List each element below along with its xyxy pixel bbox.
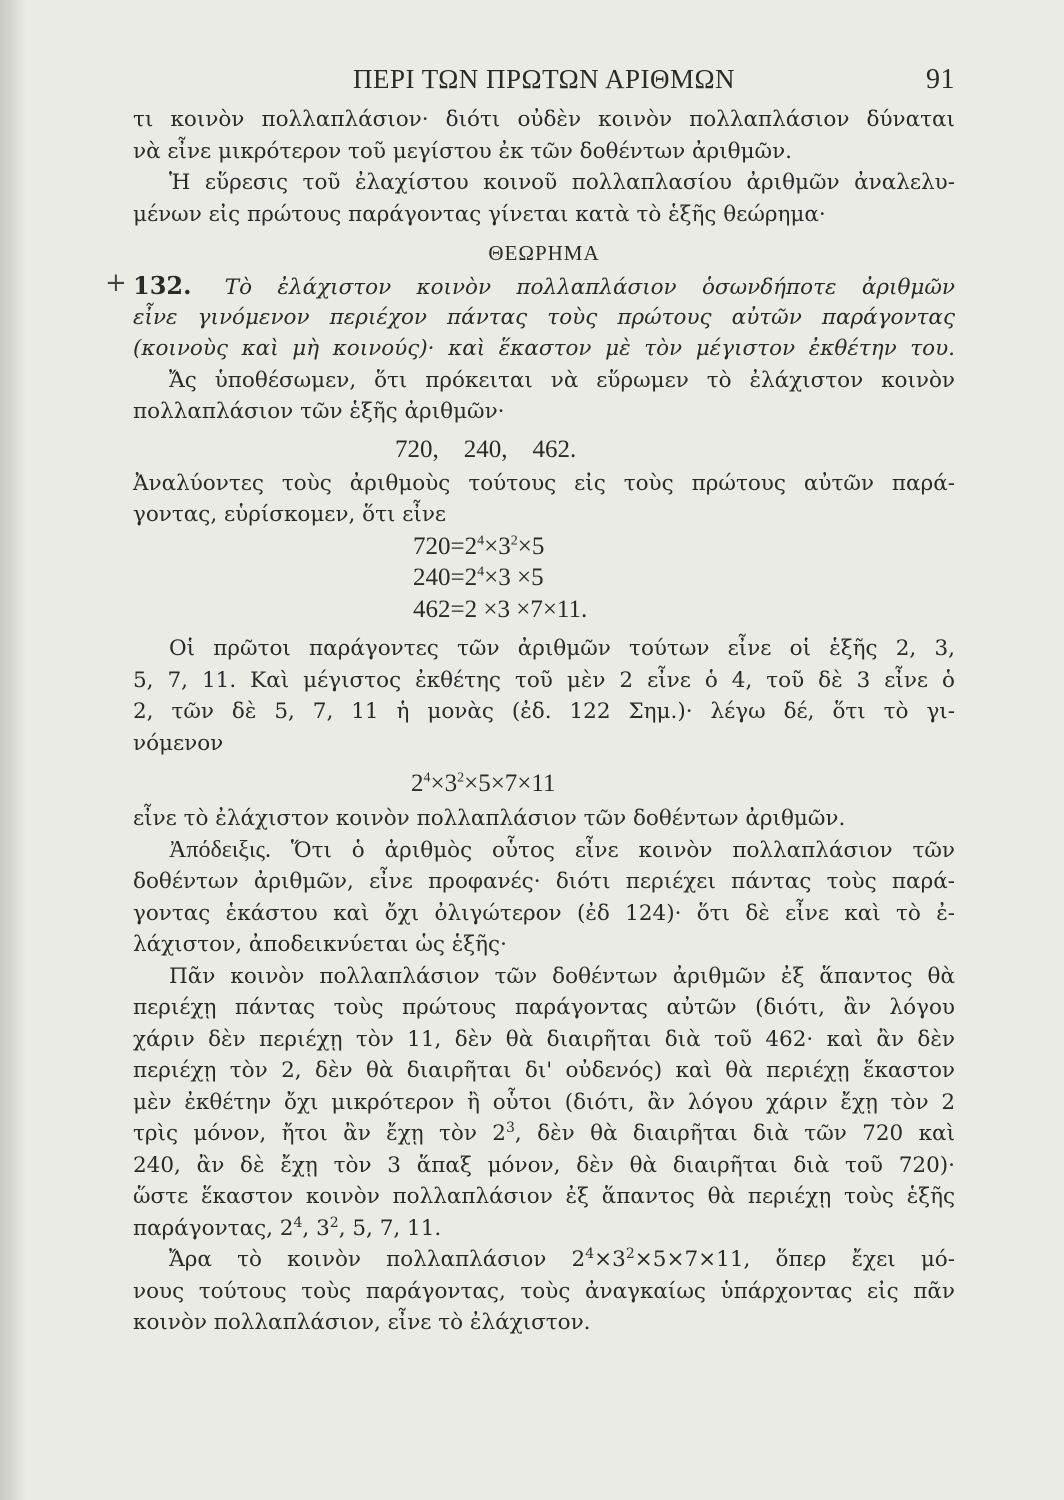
theorem-line: εἶνε γινόμενον περιέχον πάντας τοὺς πρώτους αὐτῶν παράγοντας xyxy=(133,304,955,330)
text-line: παράγοντας, $2^4$, $3^2$, 5, 7, 11. xyxy=(133,1214,442,1241)
text-line: νόμενον xyxy=(133,730,224,756)
text-line: 2, τῶν δὲ 5, 7, 11 ἡ μονὰς (ἐδ. 122 Σημ.)· λέγω δέ, ὅτι τὸ γι- xyxy=(133,699,955,724)
text-line: μένων εἰς πρώτους παράγοντας γίνεται κατὰ τὸ ἑξῆς θεώρημα· xyxy=(133,201,826,227)
text-line: περιέχῃ πάντας τοὺς πρώτους παράγοντας αὐτῶν (διότι, ἂν λόγου xyxy=(133,995,955,1020)
theorem-line: (κοινοὺς καὶ μὴ κοινούς)· καὶ ἕκαστον μὲ τὸν μέγιστον ἐκθέτην του. xyxy=(133,336,955,361)
theorem-number: 132. xyxy=(133,271,192,300)
text-line: Ἄς ὑποθέσωμεν, ὅτι πρόκειται νὰ εὕρωμεν τὸ ἐλάχιστον κοινὸν xyxy=(169,367,955,393)
text-line: τι κοινὸν πολλαπλάσιον· διότι οὐδὲν κοινὸν πολλαπλάσιον δύναται xyxy=(133,107,955,132)
text-line: Οἱ πρῶτοι παράγοντες τῶν ἀριθμῶν τούτων εἶνε οἱ ἑξῆς 2, 3, xyxy=(169,636,955,661)
text-line: Ἄρα τὸ κοινὸν πολλαπλάσιον $2^4\times 3^2\times 5\times 7\times 11$, ὅπερ ἔχει μό- xyxy=(169,1245,955,1272)
text-line: νους τούτους τοὺς παράγοντας, τοὺς ἀναγκαίως ὑπάρχοντας εἰς πᾶν xyxy=(133,1278,955,1304)
document-page xyxy=(105,60,956,1339)
text-line: δοθέντων ἀριθμῶν, εἶνε προφανές· διότι περιέχει πάντας τοὺς παρά- xyxy=(133,869,955,894)
proof-label: Ἀπόδειξις. xyxy=(169,836,271,863)
text-line: 240, ἂν δὲ ἔχῃ τὸν 3 ἅπαξ μόνον, δὲν θὰ διαιρῆται διὰ τοῦ 720)· xyxy=(133,1152,955,1178)
text-line: Ἡ εὕρεσις τοῦ ἐλαχίστου κοινοῦ πολλαπλασίου ἀριθμῶν ἀναλελυ- xyxy=(169,170,955,195)
running-header xyxy=(133,60,955,104)
text-line: μὲν ἐκθέτην ὄχι μικρότερον ἢ οὗτοι (διότι, ἂν λόγου χάριν ἔχῃ τὸν 2 xyxy=(133,1089,955,1115)
text-line: νὰ εἶνε μικρότερον τοῦ μεγίστου ἐκ τῶν δοθέντων ἀριθμῶν. xyxy=(133,138,792,164)
factorization-462: 462=2 ×3 ×7×11. xyxy=(413,595,588,623)
product-formula: $2^4\times 3^2\times 5\times 7\times 11$ xyxy=(411,770,556,797)
text-line: περιέχῃ τὸν 2, δὲν θὰ διαιρῆται δι' οὐδενός) καὶ θὰ περιέχῃ ἕκαστον xyxy=(133,1058,955,1083)
text-line: γοντας ἑκάστου καὶ ὄχι ὀλιγώτερον (ἐδ 124)· ὅτι δὲ εἶνε καὶ τὸ ἐ- xyxy=(133,900,955,926)
text-line: εἶνε τὸ ἐλάχιστον κοινὸν πολλαπλάσιον τῶν δοθέντων ἀριθμῶν. xyxy=(133,806,846,831)
factorization-720: $720=2^4\times 3^2\times 5$ xyxy=(413,532,545,560)
margin-mark: + xyxy=(105,268,127,298)
factorization-240: $240=2^4\times 3 \times 5$ xyxy=(413,564,544,591)
book-spine-shadow xyxy=(0,0,26,1500)
text-line: Ἀναλύοντες τοὺς ἀριθμοὺς τούτους εἰς τοὺς πρώτους αὐτῶν παρά- xyxy=(133,470,955,496)
page-number: 91 xyxy=(926,64,955,95)
text-line: τρὶς μόνον, ἤτοι ἂν ἔχῃ τὸν $2^3$, δὲν θὰ διαιρῆται διὰ τῶν 720 καὶ xyxy=(133,1119,956,1146)
text-line: χάριν δὲν περιέχῃ τὸν 11, δὲν θὰ διαιρῆται διὰ τοῦ 462· καὶ ἂν δὲν xyxy=(133,1026,955,1052)
theorem-line xyxy=(105,268,955,302)
header-title: ΠΕΡΙ ΤΩΝ ΠΡΩΤΩΝ ΑΡΙΘΜΩΝ xyxy=(352,64,736,94)
text-line: ὥστε ἕκαστον κοινὸν πολλαπλάσιον ἐξ ἅπαντος θὰ περιέχῃ τοὺς ἑξῆς xyxy=(133,1184,955,1209)
text-line: γοντας, εὑρίσκομεν, ὅτι εἶνε xyxy=(133,502,447,527)
text-line: 5, 7, 11. Καὶ μέγιστος ἐκθέτης τοῦ μὲν 2 εἶνε ὁ 4, τοῦ δὲ 3 εἶνε ὁ xyxy=(133,667,955,693)
proof-line: Ἀπόδειξις. Ὅτι ὁ ἀριθμὸς οὗτος εἶνε κοινὸν πολλαπλάσιον τῶν xyxy=(169,836,955,863)
text-line: κοινὸν πολλαπλάσιον, εἶνε τὸ ἐλάχιστον. xyxy=(133,1310,591,1335)
text-line: πολλαπλάσιον τῶν ἑξῆς ἀριθμῶν· xyxy=(133,399,505,424)
theorem-heading: ΘΕΩΡΗΜΑ xyxy=(488,241,600,265)
text-line: Πᾶν κοινὸν πολλαπλάσιον τῶν δοθέντων ἀριθμῶν ἐξ ἅπαντος θὰ xyxy=(169,963,955,989)
theorem-text: Τὸ ἐλάχιστον κοινὸν πολλαπλάσιον ὁσωνδήποτε ἀριθμῶν xyxy=(224,275,955,300)
numbers-line: 720, 240, 462. xyxy=(395,435,577,463)
text-line: λάχιστον, ἀποδεικνύεται ὡς ἑξῆς· xyxy=(133,932,507,957)
